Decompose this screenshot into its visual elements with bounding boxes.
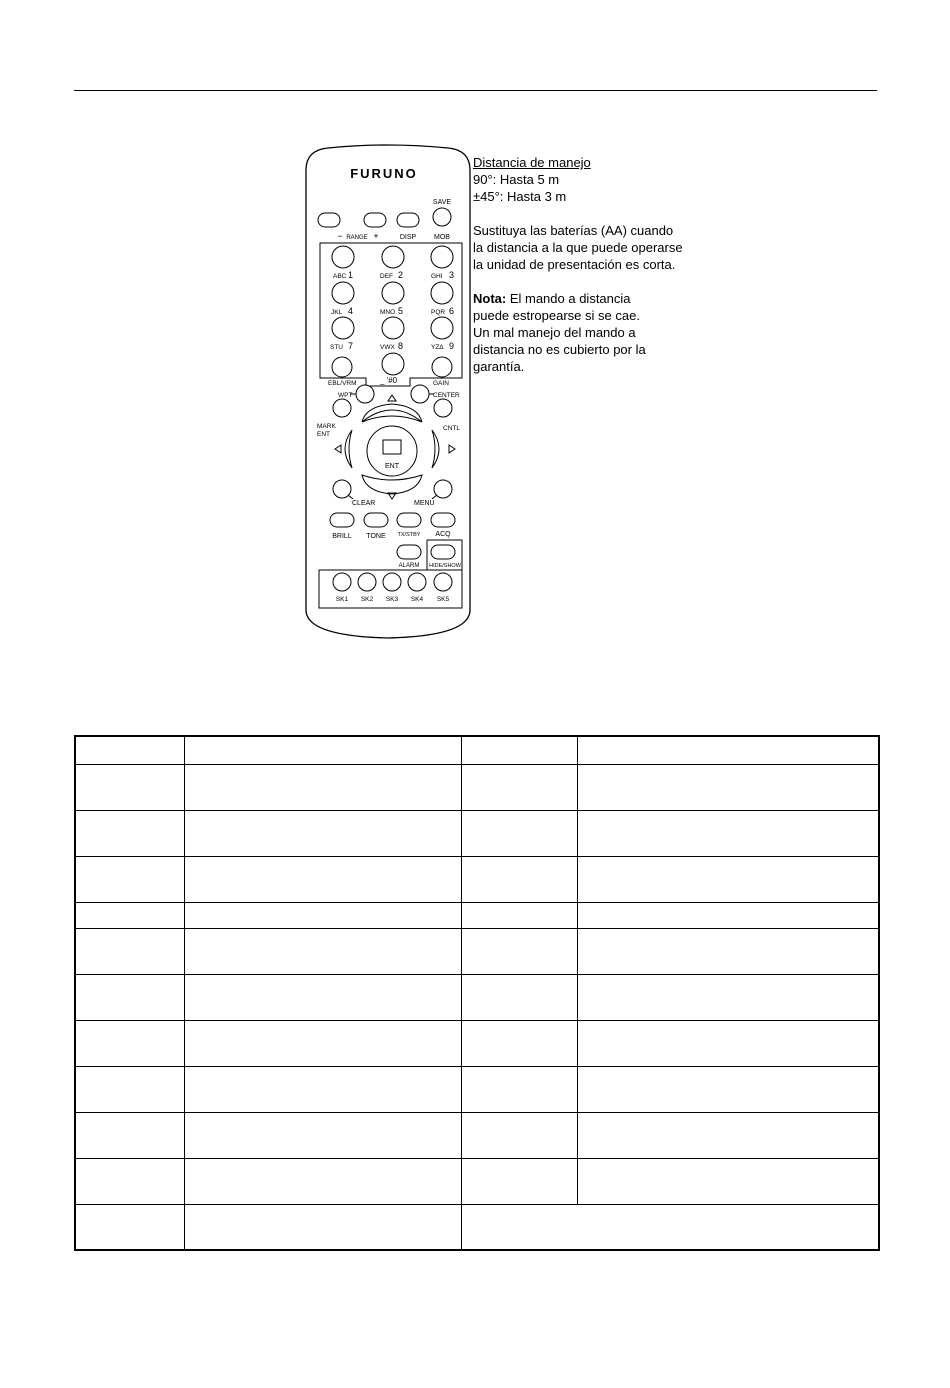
key-mno-label: MNO xyxy=(380,309,396,316)
key-2-label: 2 xyxy=(398,270,404,280)
remote-control-illustration xyxy=(300,140,475,640)
key-abc-label: ABC xyxy=(333,273,347,280)
center-button[interactable] xyxy=(411,385,429,403)
range-45: ±45°: Hasta 3 m xyxy=(473,189,567,204)
mob-label: MOB xyxy=(434,234,450,241)
table-row xyxy=(75,902,879,928)
table-cell xyxy=(184,974,461,1020)
table-cell xyxy=(184,1204,461,1250)
key-3[interactable] xyxy=(431,246,453,268)
table-cell xyxy=(577,974,879,1020)
menu-label: MENU xyxy=(414,500,435,507)
table-row xyxy=(75,1066,879,1112)
tx-stby-label: TX/STBY xyxy=(397,532,421,538)
ebl-vrm-button[interactable] xyxy=(332,357,352,377)
range-90: 90°: Hasta 5 m xyxy=(473,172,560,187)
key-0-label: _ '#0 xyxy=(380,376,398,385)
remote-notes xyxy=(473,154,713,375)
brill-button[interactable] xyxy=(330,513,354,527)
table-cell xyxy=(184,1158,461,1204)
hide-show-button[interactable] xyxy=(431,545,455,559)
note-line-4: distancia no es cubierto por la xyxy=(473,342,646,357)
table-cell xyxy=(461,856,577,902)
table-cell xyxy=(75,1066,184,1112)
note-line-1: El mando a distancia xyxy=(506,291,631,306)
table-cell xyxy=(461,1112,577,1158)
gain-button[interactable] xyxy=(432,357,452,377)
ent-button[interactable] xyxy=(383,440,401,454)
table-cell xyxy=(184,902,461,928)
table-cell xyxy=(75,810,184,856)
key-9-label: 9 xyxy=(449,341,455,351)
sk1-button[interactable] xyxy=(333,573,351,591)
key-1-label: 1 xyxy=(348,270,354,280)
table-cell xyxy=(75,736,184,764)
hide-show-label: HIDE/SHOW xyxy=(429,563,461,569)
table-cell xyxy=(461,902,577,928)
tone-button[interactable] xyxy=(364,513,388,527)
sk3-label: SK3 xyxy=(385,596,399,603)
tx-stby-button[interactable] xyxy=(397,513,421,527)
key-vwx-label: VWX xyxy=(380,344,395,351)
mark-ent-label-1: MARK xyxy=(317,423,336,430)
key-0[interactable] xyxy=(382,353,404,375)
ent-label: ENT xyxy=(385,463,399,470)
range-minus-button[interactable] xyxy=(318,213,340,227)
table-cell xyxy=(577,1066,879,1112)
key-2[interactable] xyxy=(382,246,404,268)
table-row xyxy=(75,810,879,856)
range-minus-label: − xyxy=(337,231,343,241)
gain-label: GAIN xyxy=(433,380,449,387)
alarm-button[interactable] xyxy=(397,545,421,559)
key-5-label: 5 xyxy=(398,306,404,316)
note-label: Nota: xyxy=(473,291,507,306)
table-cell xyxy=(461,974,577,1020)
sk2-button[interactable] xyxy=(358,573,376,591)
battery-line-2: la distancia a la que puede operarse xyxy=(473,240,683,255)
save-mob-button[interactable] xyxy=(433,208,451,226)
alarm-label: ALARM xyxy=(398,563,420,569)
table-cell xyxy=(184,856,461,902)
key-5[interactable] xyxy=(382,282,404,304)
table-cell xyxy=(75,856,184,902)
table-cell xyxy=(461,736,577,764)
key-8-label: 8 xyxy=(398,341,404,351)
table-cell xyxy=(461,1020,577,1066)
note-line-5: garantía. xyxy=(473,359,525,374)
table-cell xyxy=(184,810,461,856)
note-line-3: Un mal manejo del mando a xyxy=(473,325,636,340)
table-cell xyxy=(461,810,577,856)
table-cell xyxy=(577,764,879,810)
table-cell xyxy=(577,736,879,764)
table-cell xyxy=(75,1020,184,1066)
sk4-button[interactable] xyxy=(408,573,426,591)
key-def-label: DEF xyxy=(380,273,393,280)
sk2-label: SK2 xyxy=(360,596,374,603)
key-6[interactable] xyxy=(431,282,453,304)
table-cell xyxy=(577,856,879,902)
table-row xyxy=(75,856,879,902)
table-cell xyxy=(184,1066,461,1112)
range-label: RANGE xyxy=(346,235,368,241)
table-row xyxy=(75,928,879,974)
table-cell xyxy=(75,974,184,1020)
key-6-label: 6 xyxy=(449,306,455,316)
table-row xyxy=(75,1204,879,1250)
battery-line-1: Sustituya las baterías (AA) cuando xyxy=(473,223,674,238)
key-description-table xyxy=(74,735,880,1251)
table-cell xyxy=(75,1112,184,1158)
table-cell xyxy=(461,1066,577,1112)
table-header-row xyxy=(75,736,879,764)
table-cell xyxy=(577,928,879,974)
key-7-label: 7 xyxy=(348,341,354,351)
key-pqr-label: PQR xyxy=(431,309,446,316)
key-1[interactable] xyxy=(332,246,354,268)
table-row xyxy=(75,1020,879,1066)
cntl-button[interactable] xyxy=(434,399,452,417)
brand-logo: FURUNO xyxy=(350,166,418,181)
acq-button[interactable] xyxy=(431,513,455,527)
table-row xyxy=(75,974,879,1020)
key-9[interactable] xyxy=(431,317,453,339)
table-cell xyxy=(577,1020,879,1066)
sk4-label: SK4 xyxy=(410,596,424,603)
key-8[interactable] xyxy=(382,317,404,339)
battery-line-3: la unidad de presentación es corta. xyxy=(473,257,676,272)
page-top-rule xyxy=(74,90,877,91)
cntl-label: CNTL xyxy=(443,425,460,432)
brill-label: BRILL xyxy=(332,533,352,540)
key-stu-label: STU xyxy=(330,344,343,351)
key-4[interactable] xyxy=(332,282,354,304)
range-title: Distancia de manejo xyxy=(473,155,591,170)
key-4-label: 4 xyxy=(348,306,354,316)
clear-label: CLEAR xyxy=(352,500,376,507)
key-yz-label: YZΔ xyxy=(431,344,444,351)
table-cell xyxy=(75,902,184,928)
table-cell xyxy=(461,1158,577,1204)
table-cell xyxy=(75,1204,184,1250)
sk1-label: SK1 xyxy=(335,596,349,603)
table-cell xyxy=(577,810,879,856)
table-cell xyxy=(461,764,577,810)
table-cell xyxy=(184,928,461,974)
key-3-label: 3 xyxy=(449,270,455,280)
wpt-label: WPT xyxy=(338,392,353,399)
disp-label: DISP xyxy=(399,234,417,241)
sk5-button[interactable] xyxy=(434,573,452,591)
table-cell xyxy=(461,1204,879,1250)
table-cell xyxy=(577,902,879,928)
table-cell xyxy=(577,1112,879,1158)
save-label: SAVE xyxy=(432,199,452,206)
ebl-vrm-label: EBL/VRM xyxy=(328,380,357,387)
sk3-button[interactable] xyxy=(383,573,401,591)
table-row xyxy=(75,1112,879,1158)
wpt-button[interactable] xyxy=(356,385,374,403)
range-plus-label: + xyxy=(373,231,379,241)
key-7[interactable] xyxy=(332,317,354,339)
mark-ent-button[interactable] xyxy=(333,399,351,417)
acq-label: ACQ xyxy=(435,531,451,538)
key-ghi-label: GHI xyxy=(431,273,443,280)
table-cell xyxy=(75,764,184,810)
table-cell xyxy=(75,1158,184,1204)
tone-label: TONE xyxy=(366,533,386,540)
table-cell xyxy=(461,928,577,974)
table-row xyxy=(75,1158,879,1204)
key-jkl-label: JKL xyxy=(331,309,343,316)
note-line-2: puede estropearse si se cae. xyxy=(473,308,640,323)
center-label: CENTER xyxy=(433,392,460,399)
table-cell xyxy=(184,736,461,764)
sk5-label: SK5 xyxy=(436,596,450,603)
table-cell xyxy=(184,1112,461,1158)
disp-button[interactable] xyxy=(397,213,419,227)
table-row xyxy=(75,764,879,810)
table-cell xyxy=(184,1020,461,1066)
table-cell xyxy=(75,928,184,974)
table-cell xyxy=(577,1158,879,1204)
mark-ent-label-2: ENT xyxy=(317,431,330,438)
range-plus-button[interactable] xyxy=(364,213,386,227)
table-cell xyxy=(184,764,461,810)
